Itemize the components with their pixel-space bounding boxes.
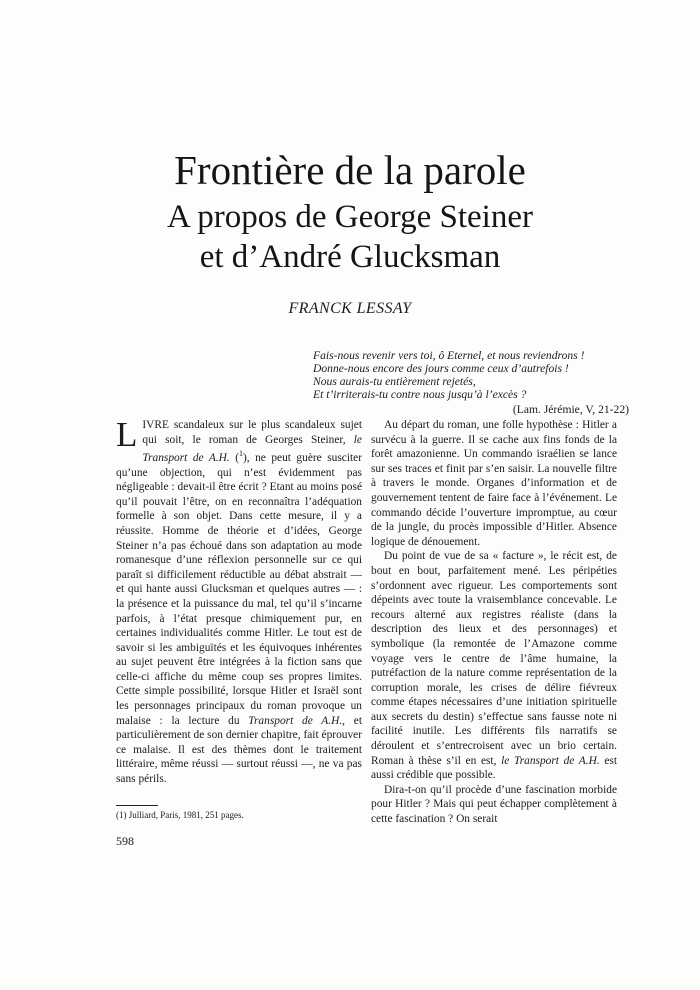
book-title: le Transport de A.H. — [142, 433, 362, 464]
epigraph-line: Et t’irriterais-tu contre nous jusqu’à l’excès ? — [313, 388, 527, 401]
paragraph: Dira-t-on qu’il procède d’une fascination morbide pour Hitler ? Mais qui peut échapper complètement à cette fascination ? On serait — [371, 783, 617, 826]
lead-in: IVRE — [142, 419, 169, 431]
drop-cap: L — [116, 415, 138, 454]
article-subtitle-line-2: et d’André Glucksman — [199, 239, 501, 275]
right-column — [371, 418, 617, 827]
text-run: est aussi crédible que possible. — [371, 754, 617, 782]
footnote-ref: 1 — [239, 449, 243, 459]
paragraph: Au départ du roman, une folle hypothèse : Hitler a survécu à la guerre. Il se cache aux fins fonds de la forêt amazonienne. Un commando israélien se lance sur ses traces et finit par s’en saisir. La nouvelle filtre à travers le monde. Organes d’information et de gouvernement tentent de faire face à l’événement. Le commando décide l’ouverture impromptue, au cœur de la jungle, du procès impossible d’Hitler. Absence logique de dénouement. — [371, 419, 617, 548]
text-run: scandaleux sur le plus scandaleux sujet qui soit, le roman de Georges Steiner, — [142, 419, 362, 446]
article-title: Frontière de la parole — [174, 147, 526, 193]
epigraph-source: (Lam. Jérémie, V, 21-22) — [512, 403, 629, 416]
text-run: ( — [229, 451, 239, 464]
text-run: ), ne peut guère susciter qu’une objection, qui n’est évidemment pas négligeable : devait-il être écrit ? Etant au moins posé qu’il pouvait l’être, on en reconnaîtra l’adéquation formelle à son objet. Dans cette mesure, il y a réussite. Homme de théorie et d’idées, George Steiner n’a pas échoué dans son adaptation au mode romanesque d’une réflexion personnelle sur ce qui paraît si difficilement réductible au débat abstrait — et qui hante aussi Glucksman et quelques autres — : la présence et la puissance du mal, tel qu’il s’incarne parfois, à l’état presque chimiquement pur, en certaines individualités comme Hitler. Le tout est de savoir si les ambiguïtés et les équivoques inhérentes au sujet peuvent être intégrées à la fiction sans que celle-ci affiche du même coup ses propres limites. Cette simple possibilité, lorsque Hitler et Israël sont les personnages principaux du roman provoque un malaise : la lecture du — [116, 451, 362, 727]
left-column — [116, 415, 362, 787]
epigraph-line: Donne-nous encore des jours comme ceux d’autrefois ! — [313, 362, 569, 375]
paragraph — [371, 549, 617, 783]
footnote: (1) Julliard, Paris, 1981, 251 pages. — [116, 810, 244, 820]
paragraph — [116, 415, 362, 787]
footnote-divider — [116, 805, 158, 806]
author-name: FRANCK LESSAY — [288, 300, 412, 317]
epigraph-line: Nous aurais-tu entièrement rejetés, — [313, 375, 476, 388]
text-run: , et particulièrement de son dernier chapitre, fait éprouver ce malaise. Il est des thèmes dont le traitement littéraire, même réussi — surtout réussi —, ne va pas sans périls. — [116, 714, 362, 786]
text-run: Du point de vue de sa « facture », le récit est, de bout en bout, parfaitement mené. Les péripéties s’ordonnent avec rigueur. Les comportements sont dépeints avec toute la vraisemblance concevable. Le recours alterné aux registres réaliste (dans la description des lieux et des personnages) et symbolique (la remontée de l’Amazone comme voyage vers le centre de l’âme humaine, la putréfaction de la nature comme représentation de la corruption morale, les crises de délire fiévreux comme étapes nécessaires d’une initiation spirituelle aux secrets du destin) s’effectue sans fausse note ni facilité inutile. Les différents fils narratifs se déroulent et s’entrecroisent avec un brio certain. Roman à thèse s’il en est, — [371, 550, 617, 767]
book-title: le Transport de A.H. — [501, 754, 600, 767]
epigraph — [313, 349, 643, 416]
epigraph-line: Fais-nous revenir vers toi, ô Eternel, et nous reviendrons ! — [313, 349, 585, 362]
page-number: 598 — [116, 834, 134, 848]
article-subtitle-line-1: A propos de George Steiner — [167, 199, 533, 235]
book-title: Transport de A.H. — [248, 714, 343, 727]
